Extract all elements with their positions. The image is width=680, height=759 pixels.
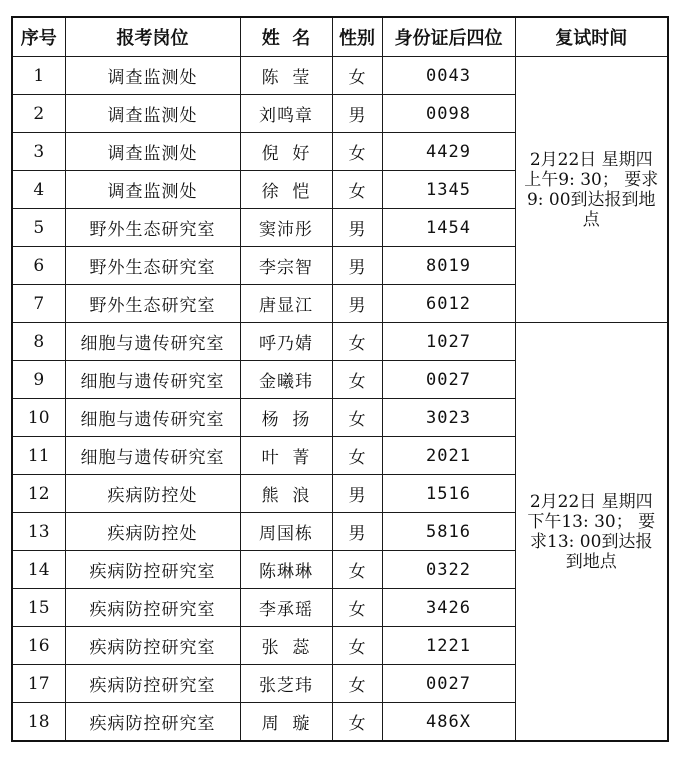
applied-post-cell: 野外生态研究室 [65, 247, 240, 285]
candidate-name-cell: 徐 恺 [240, 171, 332, 209]
candidate-name-cell: 倪 好 [240, 133, 332, 171]
interview-time-line: 2月22日 星期四 [529, 491, 653, 512]
interview-time-line: 2月22日 星期四 [529, 149, 653, 170]
candidate-name-cell: 李承瑶 [240, 589, 332, 627]
serial-number-cell: 6 [12, 247, 65, 285]
serial-number-cell: 16 [12, 627, 65, 665]
serial-number-cell: 3 [12, 133, 65, 171]
applied-post-cell: 细胞与遗传研究室 [65, 437, 240, 475]
serial-number-cell: 9 [12, 361, 65, 399]
gender-cell: 女 [332, 323, 382, 361]
gender-cell: 男 [332, 475, 382, 513]
header-gender: 性别 [332, 17, 382, 57]
gender-cell: 男 [332, 285, 382, 323]
serial-number-cell: 12 [12, 475, 65, 513]
applied-post-cell: 调查监测处 [65, 171, 240, 209]
header-interview-time: 复试时间 [515, 17, 668, 57]
applied-post-cell: 疾病防控研究室 [65, 703, 240, 742]
gender-cell: 女 [332, 589, 382, 627]
gender-cell: 女 [332, 361, 382, 399]
table-row [12, 57, 668, 95]
candidate-name-cell: 李宗智 [240, 247, 332, 285]
applied-post-cell: 疾病防控处 [65, 475, 240, 513]
applied-post-cell: 疾病防控研究室 [65, 551, 240, 589]
interview-time-line: 求13: 00到达报 [530, 531, 653, 552]
candidate-name-cell: 金曦玮 [240, 361, 332, 399]
candidate-name-cell: 窦沛彤 [240, 209, 332, 247]
header-id-last-four: 身份证后四位 [382, 17, 515, 57]
applied-post-cell: 细胞与遗传研究室 [65, 399, 240, 437]
interview-time-line: 下午13: 30； 要 [527, 511, 656, 532]
id-last-four-cell: 0098 [382, 95, 515, 133]
applied-post-cell: 调查监测处 [65, 95, 240, 133]
candidate-name-cell: 陈琳琳 [240, 551, 332, 589]
serial-number-cell: 8 [12, 323, 65, 361]
id-last-four-cell: 0027 [382, 361, 515, 399]
gender-cell: 女 [332, 703, 382, 742]
id-last-four-cell: 5816 [382, 513, 515, 551]
serial-number-cell: 1 [12, 57, 65, 95]
id-last-four-cell: 1516 [382, 475, 515, 513]
candidate-name-cell: 张芝玮 [240, 665, 332, 703]
gender-cell: 女 [332, 133, 382, 171]
candidate-name-cell: 呼乃婧 [240, 323, 332, 361]
gender-cell: 男 [332, 209, 382, 247]
gender-cell: 女 [332, 551, 382, 589]
candidate-name-cell: 叶 菁 [240, 437, 332, 475]
interview-time-line: 到地点 [565, 551, 617, 572]
candidate-name-cell: 周国栋 [240, 513, 332, 551]
interview-time-cell [515, 323, 668, 742]
serial-number-cell: 18 [12, 703, 65, 742]
serial-number-cell: 5 [12, 209, 65, 247]
applied-post-cell: 疾病防控处 [65, 513, 240, 551]
gender-cell: 女 [332, 437, 382, 475]
id-last-four-cell: 1454 [382, 209, 515, 247]
gender-cell: 男 [332, 247, 382, 285]
gender-cell: 男 [332, 513, 382, 551]
id-last-four-cell: 4429 [382, 133, 515, 171]
id-last-four-cell: 0027 [382, 665, 515, 703]
candidate-name-cell: 唐显江 [240, 285, 332, 323]
id-last-four-cell: 3023 [382, 399, 515, 437]
serial-number-cell: 15 [12, 589, 65, 627]
interview-time-line: 上午9: 30； 要求 [524, 169, 659, 190]
id-last-four-cell: 6012 [382, 285, 515, 323]
header-name: 姓 名 [240, 17, 332, 57]
id-last-four-cell: 1027 [382, 323, 515, 361]
applied-post-cell: 调查监测处 [65, 57, 240, 95]
applied-post-cell: 细胞与遗传研究室 [65, 361, 240, 399]
id-last-four-cell: 8019 [382, 247, 515, 285]
serial-number-cell: 10 [12, 399, 65, 437]
gender-cell: 男 [332, 95, 382, 133]
header-serial-number: 序号 [12, 17, 65, 57]
id-last-four-cell: 3426 [382, 589, 515, 627]
candidate-name-cell: 刘鸣章 [240, 95, 332, 133]
table-header-row [12, 17, 668, 57]
header-applied-post: 报考岗位 [65, 17, 240, 57]
serial-number-cell: 2 [12, 95, 65, 133]
serial-number-cell: 14 [12, 551, 65, 589]
serial-number-cell: 4 [12, 171, 65, 209]
gender-cell: 女 [332, 627, 382, 665]
applied-post-cell: 细胞与遗传研究室 [65, 323, 240, 361]
gender-cell: 女 [332, 57, 382, 95]
candidate-name-cell: 周 璇 [240, 703, 332, 742]
interview-time-line: 9: 00到达报到地 [526, 189, 656, 210]
applied-post-cell: 野外生态研究室 [65, 209, 240, 247]
candidate-name-cell: 杨 扬 [240, 399, 332, 437]
applied-post-cell: 疾病防控研究室 [65, 627, 240, 665]
interview-time-cell [515, 57, 668, 323]
gender-cell: 女 [332, 171, 382, 209]
interview-schedule-table [11, 16, 669, 742]
gender-cell: 女 [332, 665, 382, 703]
applied-post-cell: 疾病防控研究室 [65, 589, 240, 627]
gender-cell: 女 [332, 399, 382, 437]
serial-number-cell: 11 [12, 437, 65, 475]
candidate-name-cell: 张 蕊 [240, 627, 332, 665]
id-last-four-cell: 1345 [382, 171, 515, 209]
id-last-four-cell: 0322 [382, 551, 515, 589]
candidate-name-cell: 熊 浪 [240, 475, 332, 513]
applied-post-cell: 野外生态研究室 [65, 285, 240, 323]
serial-number-cell: 7 [12, 285, 65, 323]
applied-post-cell: 调查监测处 [65, 133, 240, 171]
id-last-four-cell: 1221 [382, 627, 515, 665]
interview-time-line: 点 [582, 209, 600, 230]
id-last-four-cell: 2021 [382, 437, 515, 475]
serial-number-cell: 13 [12, 513, 65, 551]
candidate-name-cell: 陈 莹 [240, 57, 332, 95]
serial-number-cell: 17 [12, 665, 65, 703]
id-last-four-cell: 0043 [382, 57, 515, 95]
applied-post-cell: 疾病防控研究室 [65, 665, 240, 703]
table-row [12, 323, 668, 361]
id-last-four-cell: 486X [382, 703, 515, 742]
